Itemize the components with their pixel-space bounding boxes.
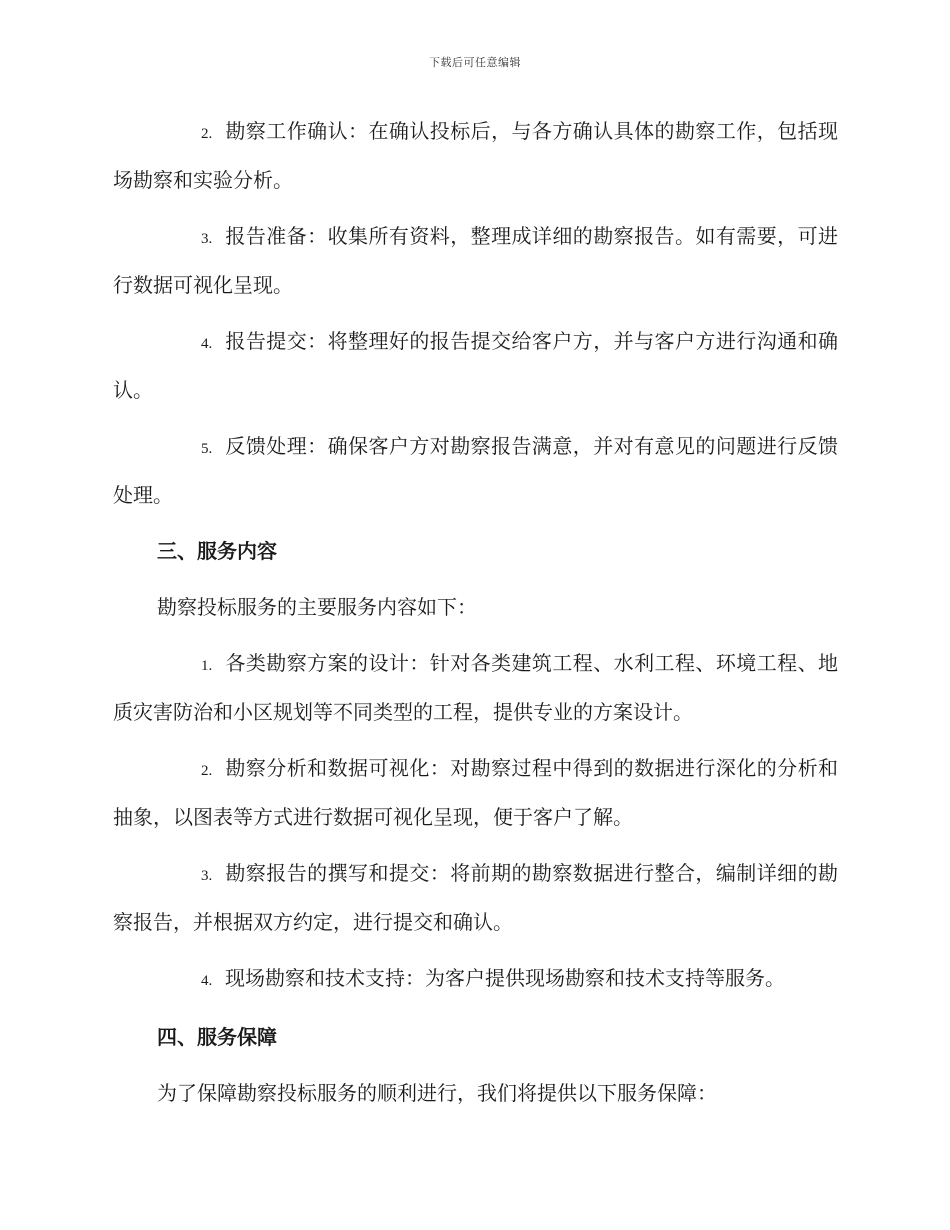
list-number: 2. [201,126,213,142]
section-heading-service-guarantee: 四、服务保障 [157,1025,277,1049]
list-number: 4. [201,973,213,989]
list-item [113,640,838,735]
list-item [113,423,838,518]
list-item [113,850,838,945]
list-text: 勘察工作确认：在确认投标后，与各方确认具体的勘察工作，包括现场勘察和实验分析。 [113,119,838,192]
section-heading-service-content: 三、服务内容 [157,539,277,563]
list-text: 反馈处理：确保客户方对勘察报告满意，并对有意见的问题进行反馈处理。 [113,434,838,507]
list-number: 1. [201,658,213,674]
list-number: 3. [201,868,213,884]
list-text: 现场勘察和技术支持：为客户提供现场勘察和技术支持等服务。 [225,966,785,990]
list-number: 2. [201,763,213,779]
list-item [113,955,838,1004]
list-text: 各类勘察方案的设计：针对各类建筑工程、水利工程、环境工程、地质灾害防治和小区规划等不同类型的工程，提供专业的方案设计。 [113,651,838,724]
section-intro: 勘察投标服务的主要服务内容如下： [157,595,477,619]
list-number: 3. [201,231,213,247]
list-text: 报告准备：收集所有资料，整理成详细的勘察报告。如有需要，可进行数据可视化呈现。 [113,224,838,297]
list-item [113,108,838,203]
list-text: 报告提交：将整理好的报告提交给客户方，并与客户方进行沟通和确认。 [113,329,838,402]
list-number: 5. [201,441,213,457]
page-header: 下载后可任意编辑 [429,56,521,69]
list-number: 4. [201,336,213,352]
list-item [113,213,838,308]
list-item [113,745,838,840]
list-text: 勘察报告的撰写和提交：将前期的勘察数据进行整合，编制详细的勘察报告，并根据双方约定，进行提交和确认。 [113,861,838,934]
list-item [113,318,838,413]
document-body [113,108,838,1126]
list-text: 勘察分析和数据可视化：对勘察过程中得到的数据进行深化的分析和抽象，以图表等方式进行数据可视化呈现，便于客户了解。 [113,756,838,829]
section-intro: 为了保障勘察投标服务的顺利进行，我们将提供以下服务保障： [157,1081,717,1105]
